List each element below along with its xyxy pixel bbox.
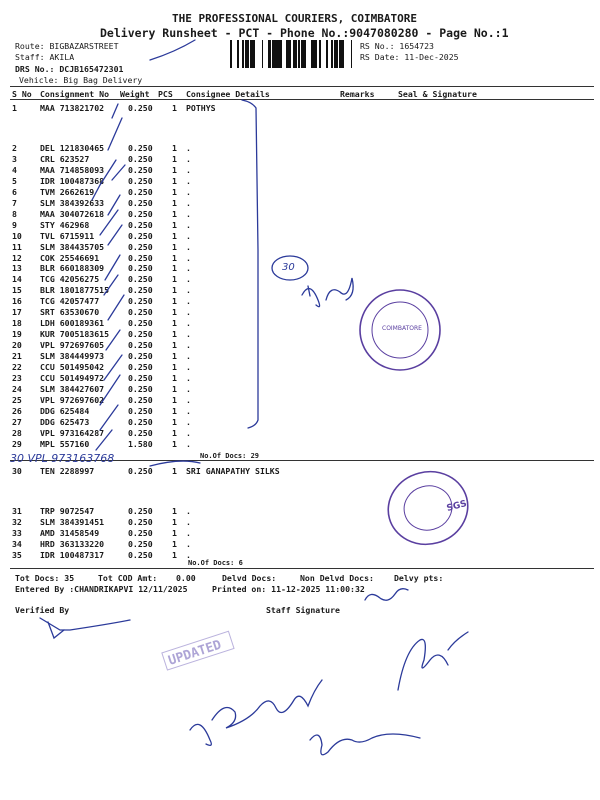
row-consignee-details: . — [186, 427, 191, 438]
row-consignment-no: CCU 501494972 — [40, 372, 105, 383]
row-consignment-no: IDR 100487317 — [40, 550, 105, 560]
row-weight: 0.250 — [128, 394, 153, 405]
row-sno: 26 — [12, 405, 22, 416]
row-sno: 25 — [12, 394, 22, 405]
row-pcs: 1 — [172, 230, 177, 241]
row-weight: 0.250 — [128, 466, 153, 476]
row-weight: 0.250 — [128, 318, 153, 329]
row-sno: 8 — [12, 208, 17, 219]
row-consignment-no: TCG 42056275 — [40, 274, 100, 285]
row-consignment-no: TVL 6715911 — [40, 230, 95, 241]
row-sno: 13 — [12, 263, 22, 274]
row-sno: 9 — [12, 219, 17, 230]
row-pcs: 1 — [172, 394, 177, 405]
row-pcs: 1 — [172, 405, 177, 416]
row-consignment-no: MAA 714858093 — [40, 164, 105, 175]
row-sno: 32 — [12, 517, 22, 527]
non-delivered-docs: Non Delvd Docs: — [300, 573, 374, 583]
row-sno: 20 — [12, 340, 22, 351]
group1-docs: No.Of Docs: 29 — [200, 452, 260, 460]
row-sno: 5 — [12, 175, 17, 186]
row-weight: 0.250 — [128, 517, 153, 527]
row-weight: 0.250 — [128, 164, 153, 175]
row-weight: 0.250 — [128, 252, 153, 263]
row-weight: 0.250 — [128, 186, 153, 197]
row-consignment-no: TEN 2288997 — [40, 466, 95, 476]
row-sno: 19 — [12, 329, 22, 340]
row-weight: 0.250 — [128, 263, 153, 274]
row-consignee-details: . — [186, 230, 191, 241]
rs-number: RS No.: 1654723 — [360, 41, 434, 51]
row-pcs: 1 — [172, 329, 177, 340]
row-pcs: 1 — [172, 427, 177, 438]
row-sno: 23 — [12, 372, 22, 383]
handwritten-count: 30 — [282, 262, 295, 273]
row-weight: 0.250 — [128, 506, 153, 516]
row-sno: 33 — [12, 528, 22, 538]
row-weight: 0.250 — [128, 539, 153, 549]
row-weight: 0.250 — [128, 362, 153, 372]
drs-number: DRS No.: DCJB165472301 — [15, 64, 124, 74]
row-weight: 0.250 — [128, 219, 153, 230]
row-weight: 0.250 — [128, 197, 153, 208]
row-weight: 0.250 — [128, 143, 153, 153]
delivered-docs: Delvd Docs: — [222, 573, 277, 583]
col-pcs: PCS — [158, 89, 173, 99]
row-pcs: 1 — [172, 274, 177, 285]
runsheet-title: Delivery Runsheet - PCT - Phone No.:9047080280 - Page No.:1 — [100, 26, 509, 40]
row-sno: 28 — [12, 427, 22, 438]
row-consignee-details: . — [186, 153, 191, 164]
row-consignment-no: MAA 304072618 — [40, 208, 105, 219]
row-weight: 0.250 — [128, 230, 153, 241]
row-sno: 29 — [12, 438, 22, 449]
row-weight: 0.250 — [128, 416, 153, 427]
row-consignment-no: DDG 625484 — [40, 405, 90, 416]
row-sno: 10 — [12, 230, 22, 241]
row-consignee-details: . — [186, 219, 191, 230]
row-consignee-details: . — [186, 506, 191, 516]
col-remarks: Remarks — [340, 89, 375, 99]
row-sno: 1 — [12, 103, 17, 113]
row-consignee-details: . — [186, 318, 191, 329]
col-consignment: Consignment No — [40, 89, 110, 99]
row-consignee-details: . — [186, 175, 191, 186]
row-consignment-no: COK 25546691 — [40, 252, 100, 263]
row-weight: 0.250 — [128, 285, 153, 296]
row-pcs: 1 — [172, 466, 177, 476]
row-sno: 34 — [12, 539, 22, 549]
row-pcs: 1 — [172, 517, 177, 527]
row-consignee-details: . — [186, 197, 191, 208]
row-weight: 0.250 — [128, 208, 153, 219]
row-weight: 0.250 — [128, 427, 153, 438]
row-pcs: 1 — [172, 416, 177, 427]
col-consignee: Consignee Details — [186, 89, 270, 99]
updated-stamp-text: UPDATED — [166, 637, 224, 669]
row-consignment-no: VPL 973164287 — [40, 427, 105, 438]
row-consignee-details: . — [186, 164, 191, 175]
handwritten-extra-row: 30 VPL 973163768 — [10, 452, 115, 465]
row-consignee-details: . — [186, 340, 191, 351]
row-consignment-no: CCU 501495042 — [40, 362, 105, 372]
row-consignment-no: TRP 9072547 — [40, 506, 95, 516]
row-consignment-no: TVM 2662619 — [40, 186, 95, 197]
row-pcs: 1 — [172, 318, 177, 329]
printed-on: Printed on: 11-12-2025 11:00:32 — [212, 584, 365, 594]
row-consignee-details: . — [186, 372, 191, 383]
row-weight: 0.250 — [128, 296, 153, 307]
row-consignment-no: MPL 557160 — [40, 438, 90, 449]
row-consignee-details: . — [186, 329, 191, 340]
row-sno: 2 — [12, 143, 17, 153]
row-pcs: 1 — [172, 241, 177, 252]
row-sno: 11 — [12, 241, 22, 252]
row-weight: 0.250 — [128, 550, 153, 560]
row-sno: 15 — [12, 285, 22, 296]
vehicle: Vehicle: Big Bag Delivery — [19, 75, 143, 85]
row-weight: 0.250 — [128, 175, 153, 186]
row-sno: 3 — [12, 153, 17, 164]
row-pcs: 1 — [172, 285, 177, 296]
row-pcs: 1 — [172, 252, 177, 263]
row-pcs: 1 — [172, 175, 177, 186]
row-consignment-no: STY 462968 — [40, 219, 90, 230]
company-name: THE PROFESSIONAL COURIERS, COIMBATORE — [172, 12, 418, 25]
row-consignee-details: POTHYS — [186, 103, 216, 113]
row-consignment-no: DEL 121830465 — [40, 143, 105, 153]
total-cod-amount: 0.00 — [176, 573, 196, 583]
group2-docs: No.Of Docs: 6 — [188, 559, 243, 567]
row-consignment-no: VPL 972697602 — [40, 394, 105, 405]
row-pcs: 1 — [172, 197, 177, 208]
row-pcs: 1 — [172, 103, 177, 113]
row-pcs: 1 — [172, 340, 177, 351]
sgs-stamp — [380, 463, 476, 553]
row-sno: 31 — [12, 506, 22, 516]
row-pcs: 1 — [172, 307, 177, 318]
row-consignment-no: SRT 63530670 — [40, 307, 100, 318]
row-weight: 1.580 — [128, 438, 153, 449]
row-consignment-no: IDR 100487368 — [40, 175, 105, 186]
row-sno: 22 — [12, 362, 22, 372]
row-sno: 30 — [12, 466, 22, 476]
row-pcs: 1 — [172, 208, 177, 219]
row-consignee-details: . — [186, 143, 191, 153]
row-sno: 12 — [12, 252, 22, 263]
row-pcs: 1 — [172, 550, 177, 560]
verified-by: Verified By — [15, 605, 70, 615]
row-consignment-no: TCG 42057477 — [40, 296, 100, 307]
row-consignee-details: . — [186, 274, 191, 285]
row-consignee-details: . — [186, 351, 191, 362]
row-weight: 0.250 — [128, 329, 153, 340]
row-sno: 16 — [12, 296, 22, 307]
row-weight: 0.250 — [128, 153, 153, 164]
row-pcs: 1 — [172, 506, 177, 516]
row-consignment-no: VPL 972697605 — [40, 340, 105, 351]
row-consignment-no: CRL 623527 — [40, 153, 90, 164]
row-sno: 4 — [12, 164, 17, 175]
row-consignment-no: SLM 384449973 — [40, 351, 105, 362]
staff-signature: Staff Signature — [266, 605, 340, 615]
row-consignment-no: AMD 31458549 — [40, 528, 100, 538]
row-consignee-details: . — [186, 405, 191, 416]
row-consignee-details: . — [186, 416, 191, 427]
delivery-points: Delvy pts: — [394, 573, 444, 583]
row-consignee-details: . — [186, 528, 191, 538]
row-consignment-no: BLR 660188309 — [40, 263, 105, 274]
col-sno: S No — [12, 89, 32, 99]
row-consignee-details: . — [186, 517, 191, 527]
row-sno: 18 — [12, 318, 22, 329]
row-consignment-no: SLM 384427607 — [40, 383, 105, 394]
row-consignee-details: . — [186, 296, 191, 307]
row-pcs: 1 — [172, 351, 177, 362]
svg-text:COIMBATORE: COIMBATORE — [382, 325, 422, 332]
row-pcs: 1 — [172, 186, 177, 197]
row-pcs: 1 — [172, 372, 177, 383]
row-weight: 0.250 — [128, 351, 153, 362]
row-weight: 0.250 — [128, 274, 153, 285]
row-weight: 0.250 — [128, 340, 153, 351]
row-consignee-details: . — [186, 307, 191, 318]
row-sno: 14 — [12, 274, 22, 285]
entered-by: Entered By :CHANDRIKAPVI 12/11/2025 — [15, 584, 188, 594]
row-sno: 17 — [12, 307, 22, 318]
row-consignee-details: . — [186, 208, 191, 219]
row-pcs: 1 — [172, 539, 177, 549]
row-consignee-details: . — [186, 383, 191, 394]
rs-date: RS Date: 11-Dec-2025 — [360, 52, 459, 62]
row-weight: 0.250 — [128, 307, 153, 318]
total-cod-label: Tot COD Amt: — [98, 573, 158, 583]
pothys-stamp — [360, 290, 440, 370]
row-weight: 0.250 — [128, 103, 153, 113]
row-consignee-details: . — [186, 186, 191, 197]
row-sno: 24 — [12, 383, 22, 394]
row-pcs: 1 — [172, 438, 177, 449]
row-consignment-no: DDG 625473 — [40, 416, 90, 427]
row-consignee-details: SRI GANAPATHY SILKS — [186, 466, 280, 476]
row-pcs: 1 — [172, 153, 177, 164]
row-consignee-details: . — [186, 362, 191, 372]
row-consignment-no: SLM 384435705 — [40, 241, 105, 252]
row-sno: 35 — [12, 550, 22, 560]
row-sno: 21 — [12, 351, 22, 362]
row-consignee-details: . — [186, 252, 191, 263]
row-pcs: 1 — [172, 219, 177, 230]
row-weight: 0.250 — [128, 372, 153, 383]
row-consignee-details: . — [186, 285, 191, 296]
row-consignee-details: . — [186, 263, 191, 274]
row-sno: 27 — [12, 416, 22, 427]
row-pcs: 1 — [172, 383, 177, 394]
row-consignee-details: . — [186, 539, 191, 549]
row-consignee-details: . — [186, 394, 191, 405]
row-pcs: 1 — [172, 263, 177, 274]
row-weight: 0.250 — [128, 241, 153, 252]
route: Route: BIGBAZARSTREET — [15, 41, 119, 51]
row-consignee-details: . — [186, 241, 191, 252]
row-sno: 7 — [12, 197, 17, 208]
row-pcs: 1 — [172, 296, 177, 307]
row-weight: 0.250 — [128, 383, 153, 394]
row-consignee-details: . — [186, 438, 191, 449]
col-weight: Weight — [120, 89, 150, 99]
row-sno: 6 — [12, 186, 17, 197]
svg-text:SGS: SGS — [445, 499, 468, 514]
col-seal: Seal & Signature — [398, 89, 477, 99]
row-consignment-no: BLR 1801877515 — [40, 285, 110, 296]
row-consignment-no: HRD 363133220 — [40, 539, 105, 549]
row-pcs: 1 — [172, 362, 177, 372]
staff: Staff: AKILA — [15, 52, 75, 62]
row-consignment-no: KUR 7005183615 — [40, 329, 110, 340]
total-docs: Tot Docs: 35 — [15, 573, 75, 583]
row-weight: 0.250 — [128, 528, 153, 538]
row-consignee-details: . — [186, 550, 191, 560]
row-consignment-no: SLM 384392633 — [40, 197, 105, 208]
row-consignment-no: LDH 600189361 — [40, 318, 105, 329]
row-pcs: 1 — [172, 143, 177, 153]
row-pcs: 1 — [172, 528, 177, 538]
row-consignment-no: SLM 384391451 — [40, 517, 105, 527]
row-pcs: 1 — [172, 164, 177, 175]
row-consignment-no: MAA 713821702 — [40, 103, 105, 113]
row-weight: 0.250 — [128, 405, 153, 416]
